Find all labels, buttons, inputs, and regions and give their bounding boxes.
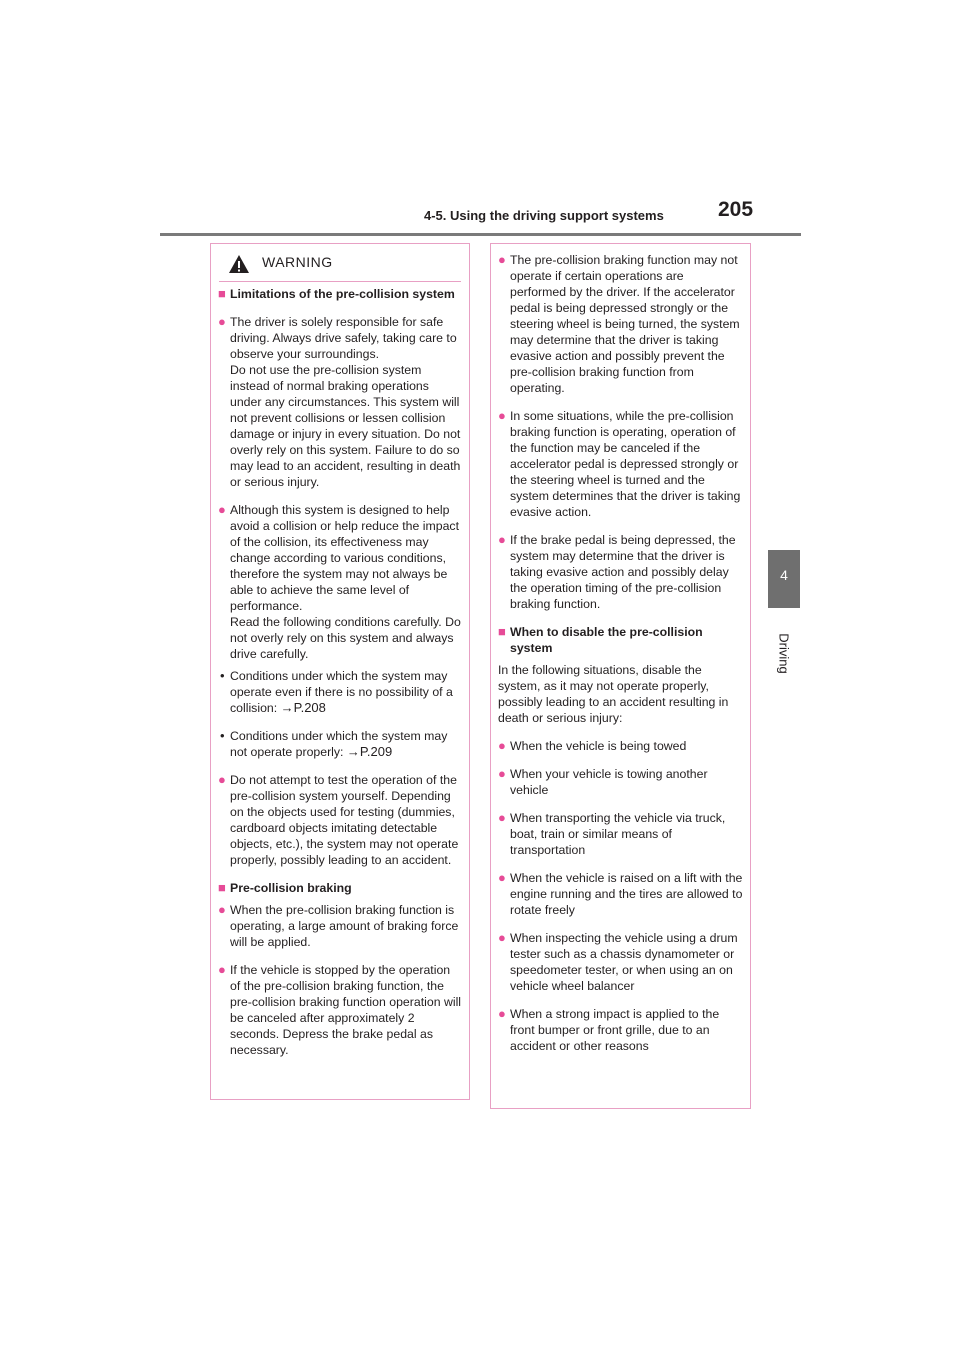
right-content [498, 252, 743, 1054]
paragraph: When the vehicle is being towed [510, 739, 687, 753]
list-item: • Conditions under which the system may operate even if there is no possibility of a collision: →P.208 [220, 668, 453, 715]
heading-text: Limitations of the pre-collision system [230, 287, 455, 301]
list-item: ● The pre-collision braking function may not operate if certain operations are performed by the driver. If the accelerator pedal is being depressed strongly or the steering wheel is being turned, the system may determine that the driver is taking evasive action and possibly prevent the pre-collision braking function from operating. [498, 252, 743, 396]
list-item: ● When the vehicle is raised on a lift with the engine running and the tires are allowed to rotate freely [498, 870, 743, 917]
heading-limitations: ■ Limitations of the pre-collision system [218, 286, 455, 301]
paragraph: Read the following conditions carefully. Do not overly rely on this system and always drive carefully. [230, 615, 461, 661]
paragraph: In some situations, while the pre-collision braking function is operating, operation of the function may be canceled if the accelerator pedal is depressed strongly or the steering wheel is turned and the system determines that the driver is taking evasive action. [510, 409, 741, 519]
paragraph: When the pre-collision braking function is operating, a large amount of braking force will be applied. [230, 903, 459, 949]
left-content [218, 280, 462, 1058]
chapter-number: 4 [780, 567, 788, 583]
warning-header [211, 248, 469, 278]
list-item: ● When the vehicle is being towed [498, 738, 743, 754]
warning-box-right [490, 243, 751, 1109]
list-item: ● Do not attempt to test the operation of the pre-collision system yourself. Depending on the objects used for testing (dummies, cardboard objects imitating detectable objects, etc.), the system may not operate properly, possibly leading to an accident. [218, 772, 462, 868]
paragraph: When transporting the vehicle via truck, boat, train or similar means of transportation [510, 811, 726, 857]
heading-text: Pre-collision braking [230, 881, 352, 895]
page-number: 205 [718, 198, 754, 221]
list-item: ● When the pre-collision braking function is operating, a large amount of braking force will be applied. [218, 902, 462, 950]
paragraph: Do not use the pre-collision system instead of normal braking operations under any circumstances. This system will not prevent collisions or lessen collision damage or injury in every situation. Do not overly rely on this system. Failure to do so may lead to an accident, resulting in death or serious injury. [230, 363, 461, 489]
list-item: ● In some situations, while the pre-collision braking function is operating, operation of the function may be canceled if the accelerator pedal is depressed strongly or the steering wheel is turned and the system determines that the driver is taking evasive action. [498, 408, 743, 520]
warning-triangle-icon [228, 254, 250, 274]
intro-paragraph [498, 662, 743, 726]
heading-text: When to disable the pre-collision system [510, 625, 703, 655]
list-item: • Conditions under which the system may not operate properly: →P.209 [220, 728, 448, 759]
paragraph: Conditions under which the system may operate even if there is no possibility of a collision: [230, 669, 453, 715]
list-item: ● When inspecting the vehicle using a drum tester such as a chassis dynamometer or speedometer tester, or when using an on vehicle wheel balancer [498, 930, 743, 994]
list-item: ● When transporting the vehicle via truck, boat, train or similar means of transportation [498, 810, 743, 858]
paragraph: Conditions under which the system may not operate properly: [230, 729, 448, 759]
paragraph: The pre-collision braking function may not operate if certain operations are performed by the driver. If the accelerator pedal is being depressed strongly or the steering wheel is being turned, the system may determine that the driver is taking evasive action and possibly prevent the pre-collision braking function from operating. [510, 253, 740, 395]
warning-title: WARNING [262, 254, 333, 270]
page-reference[interactable]: P.208 [293, 700, 326, 715]
page-reference[interactable]: P.209 [359, 744, 393, 759]
header-rule [160, 233, 801, 236]
list-item: ● If the brake pedal is being depressed, the system may determine that the driver is taking evasive action and possibly delay the operation timing of the pre-collision braking function. [498, 532, 743, 612]
paragraph: When your vehicle is towing another vehicle [510, 767, 708, 797]
list-item: ● The driver is solely responsible for safe driving. Always drive safely, taking care to observe your surroundings. Do not use the pre-collision system instead of normal braking operations under any circumstances. This system will not prevent collisions or lessen collision damage or injury in every situation. Do not overly rely on this system. Failure to do so may lead to an accident, resulting in death or serious injury. [218, 314, 461, 489]
paragraph: When the vehicle is raised on a lift with the engine running and the tires are allowed to rotate freely [510, 871, 743, 917]
list-item: ● When a strong impact is applied to the front bumper or front grille, due to an accident or other reasons [498, 1006, 743, 1054]
chapter-label-text: Driving [776, 633, 792, 674]
heading-disable: ■ When to disable the pre-collision system [498, 624, 703, 655]
list-item: ● If the vehicle is stopped by the operation of the pre-collision braking function, the pre-collision braking function operation will be canceled after approximately 2 seconds. Depress the brake pedal as necessary. [218, 962, 462, 1057]
paragraph: If the vehicle is stopped by the operation of the pre-collision braking function, the pre-collision braking function operation will be canceled after approximately 2 seconds. Depress the brake pedal as necessary. [230, 963, 462, 1057]
paragraph: When a strong impact is applied to the front bumper or front grille, due to an accident or other reasons [510, 1007, 720, 1053]
list-item: ● Although this system is designed to help avoid a collision or help reduce the impact of the collision, its effectiveness may change according to various conditions, therefore the system may not always be able to achieve the same level of performance. Read the following conditions carefully. Do not overly rely on this system and always drive carefully. [218, 502, 461, 661]
paragraph: If the brake pedal is being depressed, the system may determine that the driver is taking evasive action and possibly delay the operation timing of the pre-collision braking function. [510, 533, 736, 611]
page-reference-link[interactable]: →P.209 [346, 744, 393, 759]
paragraph: When inspecting the vehicle using a drum tester such as a chassis dynamometer or speedometer tester, or when using an on vehicle wheel balancer [510, 931, 738, 993]
chapter-tab [768, 550, 800, 608]
paragraph: Although this system is designed to help avoid a collision or help reduce the impact of the collision, its effectiveness may change according to various conditions, therefore the system may not always be able to achieve the same level of performance. [230, 503, 459, 613]
paragraph: Do not attempt to test the operation of the pre-collision system yourself. Depending on the objects used for testing (dummies, cardboard objects imitating detectable objects, etc.), the system may not operate properly, possibly leading to an accident. [230, 773, 459, 867]
list-item: ● When your vehicle is towing another vehicle [498, 766, 743, 798]
page-reference-link[interactable]: →P.208 [280, 700, 326, 715]
warning-box-left [210, 243, 470, 1100]
paragraph: In the following situations, disable the system, as it may not operate properly, possibly leading to an accident resulting in death or serious injury: [498, 663, 729, 725]
chapter-label [766, 624, 802, 684]
heading-pre-collision-braking: ■ Pre-collision braking [218, 880, 352, 895]
paragraph: The driver is solely responsible for safe driving. Always drive safely, taking care to observe your surroundings. [230, 315, 457, 361]
section-title: 4-5. Using the driving support systems [424, 208, 664, 223]
